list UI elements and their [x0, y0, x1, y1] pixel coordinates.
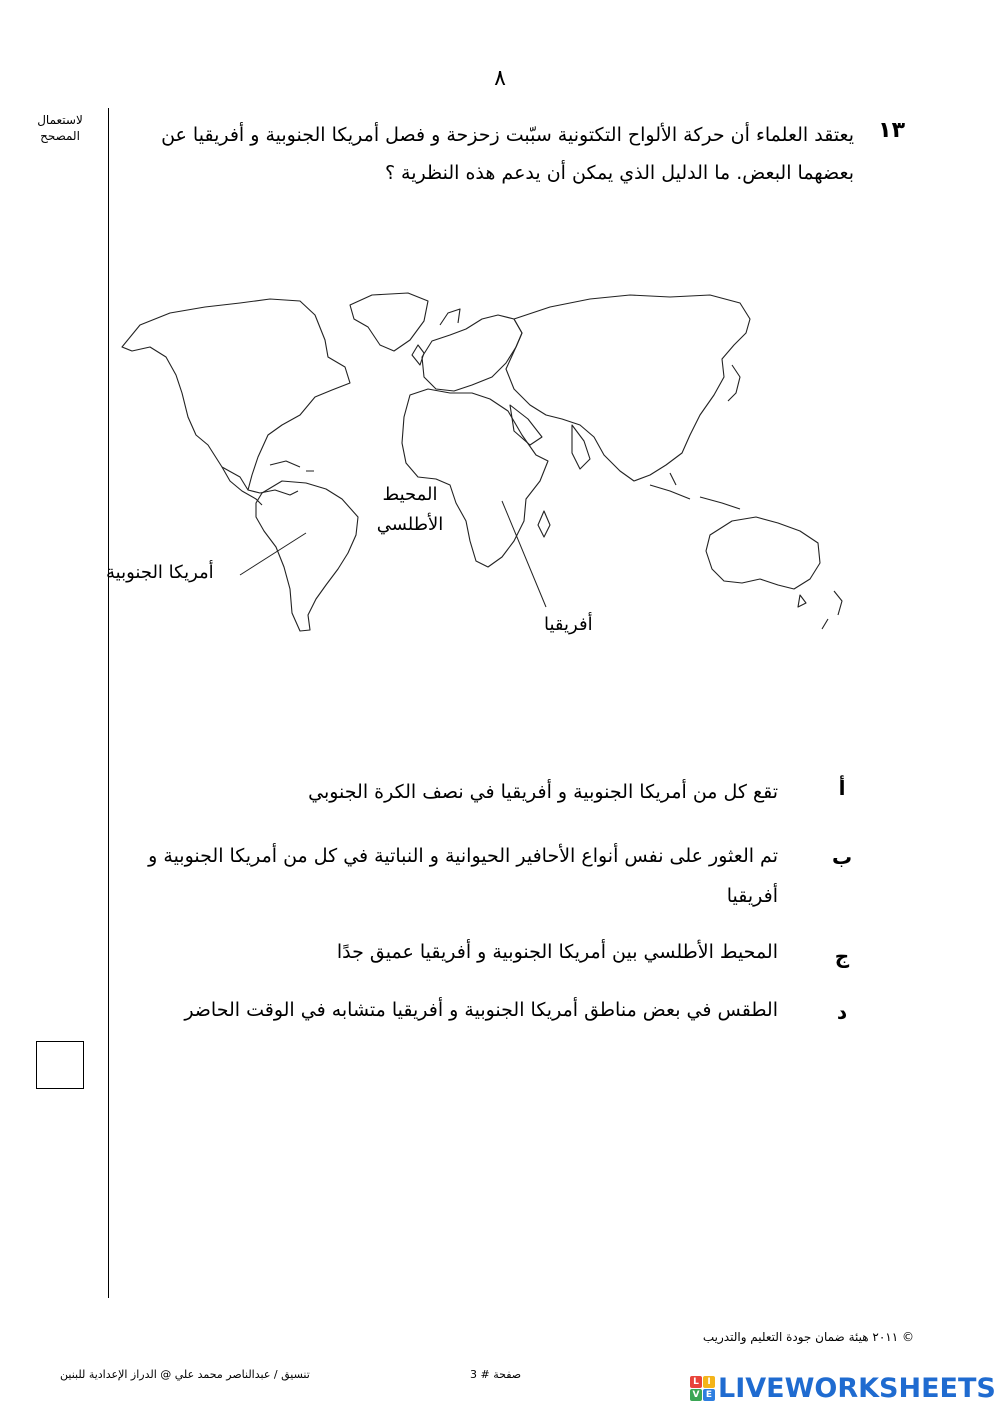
africa-outline [402, 389, 548, 567]
europe-outline [422, 315, 522, 391]
option-b-letter: ب [832, 845, 853, 869]
option-a-letter: أ [838, 776, 846, 800]
coordination-text: تنسيق / عبدالناصر محمد علي @ الدراز الإعدادية للبنين [60, 1368, 310, 1381]
score-box[interactable] [36, 1041, 84, 1089]
atlantic-ocean-label: المحيط الأطلسي [376, 484, 444, 535]
south-america-pointer-line [240, 533, 306, 575]
logo-tiles-icon: L I V E [690, 1376, 715, 1401]
page-number: ٨ [494, 66, 506, 91]
grader-use-label: لاستعمال المصحح [37, 113, 83, 143]
question-number: ١٣ [878, 118, 905, 143]
north-america-outline [122, 299, 350, 490]
option-d-text[interactable]: الطقس في بعض مناطق أمريكا الجنوبية و أفريقيا متشابه في الوقت الحاضر [184, 999, 778, 1021]
world-map [110, 285, 870, 645]
asia-outline [506, 295, 750, 481]
africa-label: أفريقيا [544, 614, 593, 635]
south-america-label: أمريكا الجنوبية [106, 562, 214, 583]
option-d-letter: د [836, 1000, 848, 1024]
question-text: يعتقد العلماء أن حركة الألواح التكتونية سبّبت زحزحة و فصل أمريكا الجنوبية و أفريقيا عن بعضهما البعض. ما الدليل الذي يمكن أن يدعم هذه النظرية ؟ [161, 124, 854, 184]
south-america-outline [256, 481, 358, 631]
option-b-text[interactable]: تم العثور على نفس أنواع الأحافير الحيوانية و النباتية في كل من أمريكا الجنوبية و أفريقيا [148, 845, 778, 907]
copyright-text: © ٢٠١١ هيئة ضمان جودة التعليم والتدريب [702, 1330, 914, 1344]
footer-page-number: صفحة # 3 [470, 1368, 522, 1381]
greenland-outline [350, 293, 428, 351]
option-a-text[interactable]: تقع كل من أمريكا الجنوبية و أفريقيا في نصف الكرة الجنوبي [308, 781, 778, 803]
option-c-letter: ج [834, 944, 850, 968]
australia-outline [706, 517, 820, 589]
option-c-text[interactable]: المحيط الأطلسي بين أمريكا الجنوبية و أفريقيا عميق جدًا [336, 941, 778, 963]
liveworksheets-logo[interactable] [690, 1372, 996, 1404]
margin-divider [108, 108, 109, 1298]
brand-name: LIVEWORKSHEETS [718, 1372, 996, 1404]
